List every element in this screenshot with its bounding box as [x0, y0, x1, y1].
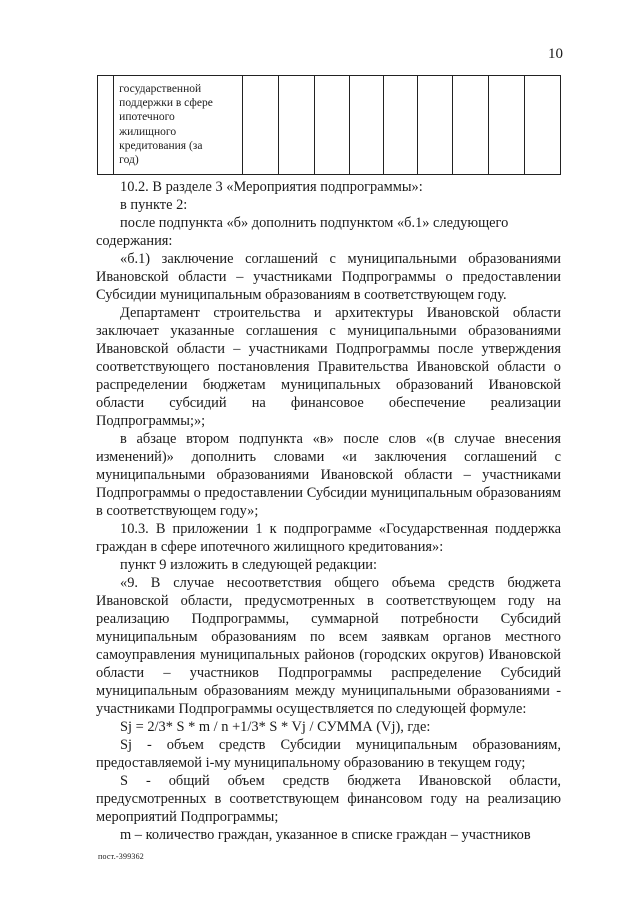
table-cell-empty	[278, 76, 314, 175]
definition-sj: Sj - объем средств Субсидии муниципальным образованиям, предоставляемой i-му муниципальному образованию в текущем году;	[96, 737, 561, 771]
table-cell-empty	[315, 76, 349, 175]
table-cell-empty	[384, 76, 418, 175]
table-cell-empty	[242, 76, 278, 175]
formula: Sj = 2/3* S * m / n +1/3* S * Vj / СУММА (Vj), где:	[120, 719, 431, 735]
paragraph: после подпункта «б» дополнить подпунктом «б.1» следующего	[120, 215, 509, 231]
paragraph: Департамент строительства и архитектуры Ивановской области заключает указанные соглашения с муниципальными образованиями Ивановской области – участниками Подпрограммы после утверждения соответствующего постановления Правительства Ивановской области о распределении бюджетам муниципальных образований Ивановской области субсидий на финансовое обеспечение реализации Подпрограммы;»;	[96, 305, 561, 429]
page-number: 10	[548, 46, 563, 62]
cell-line: поддержки в сфере	[119, 97, 213, 110]
cell-line: кредитования (за	[119, 139, 203, 152]
section-heading-10-3: 10.3. В приложении 1 к подпрограмме «Государственная поддержка граждан в сфере ипотечного жилищного кредитования»:	[96, 521, 561, 555]
section-heading-10-2: 10.2. В разделе 3 «Мероприятия подпрограммы»:	[120, 179, 423, 195]
table-cell-empty	[524, 76, 560, 175]
document-body	[96, 178, 561, 844]
paragraph: в абзаце втором подпункта «в» после слов «(в случае внесения изменений)» дополнить словами «и заключения соглашений с муниципальными образованиями Ивановской области – участниками Подпрограммы о предоставлении Субсидии муниципальным образованиям в соответствующем году»;	[96, 431, 561, 519]
table-cell-empty	[489, 76, 524, 175]
definition-m: m – количество граждан, указанное в списке граждан – участников	[120, 827, 531, 843]
paragraph: в пункте 2:	[120, 197, 188, 213]
continued-table-fragment	[97, 75, 561, 175]
table-cell-empty	[418, 76, 452, 175]
cell-line: ипотечного	[119, 111, 175, 124]
table-cell-empty	[349, 76, 383, 175]
table-row	[98, 76, 561, 175]
paragraph: пункт 9 изложить в следующей редакции:	[120, 557, 377, 573]
definition-s: S - общий объем средств бюджета Ивановской области, предусмотренных в соответствующем финансовом году на реализацию мероприятий Подпрограммы;	[96, 773, 561, 825]
paragraph: «9. В случае несоответствия общего объема средств бюджета Ивановской области, предусмотренных в соответствующем году на реализацию Подпрограммы, суммарной потребности Субсидий муниципальным образованиям по всем заявкам органов местного самоуправления муниципальных районов (городских округов) Ивановской области – участников Подпрограммы распределение Субсидий муниципальным образованиям между муниципальными образованиями - участниками Подпрограммы осуществляется по следующей формуле:	[96, 575, 561, 717]
document-footer-code: пост.-399362	[98, 852, 144, 861]
paragraph: содержания:	[96, 233, 173, 249]
table-cell-empty	[452, 76, 488, 175]
table-cell-empty	[98, 76, 114, 175]
table-cell-program-name	[114, 76, 242, 175]
paragraph: «б.1) заключение соглашений с муниципальными образованиями Ивановской области – участниками Подпрограммы о предоставлении Субсидии муниципальным образованиям в соответствующем году.	[96, 251, 561, 303]
cell-line: год)	[119, 154, 139, 167]
cell-line: государственной	[119, 83, 202, 95]
cell-line: жилищного	[119, 125, 177, 138]
